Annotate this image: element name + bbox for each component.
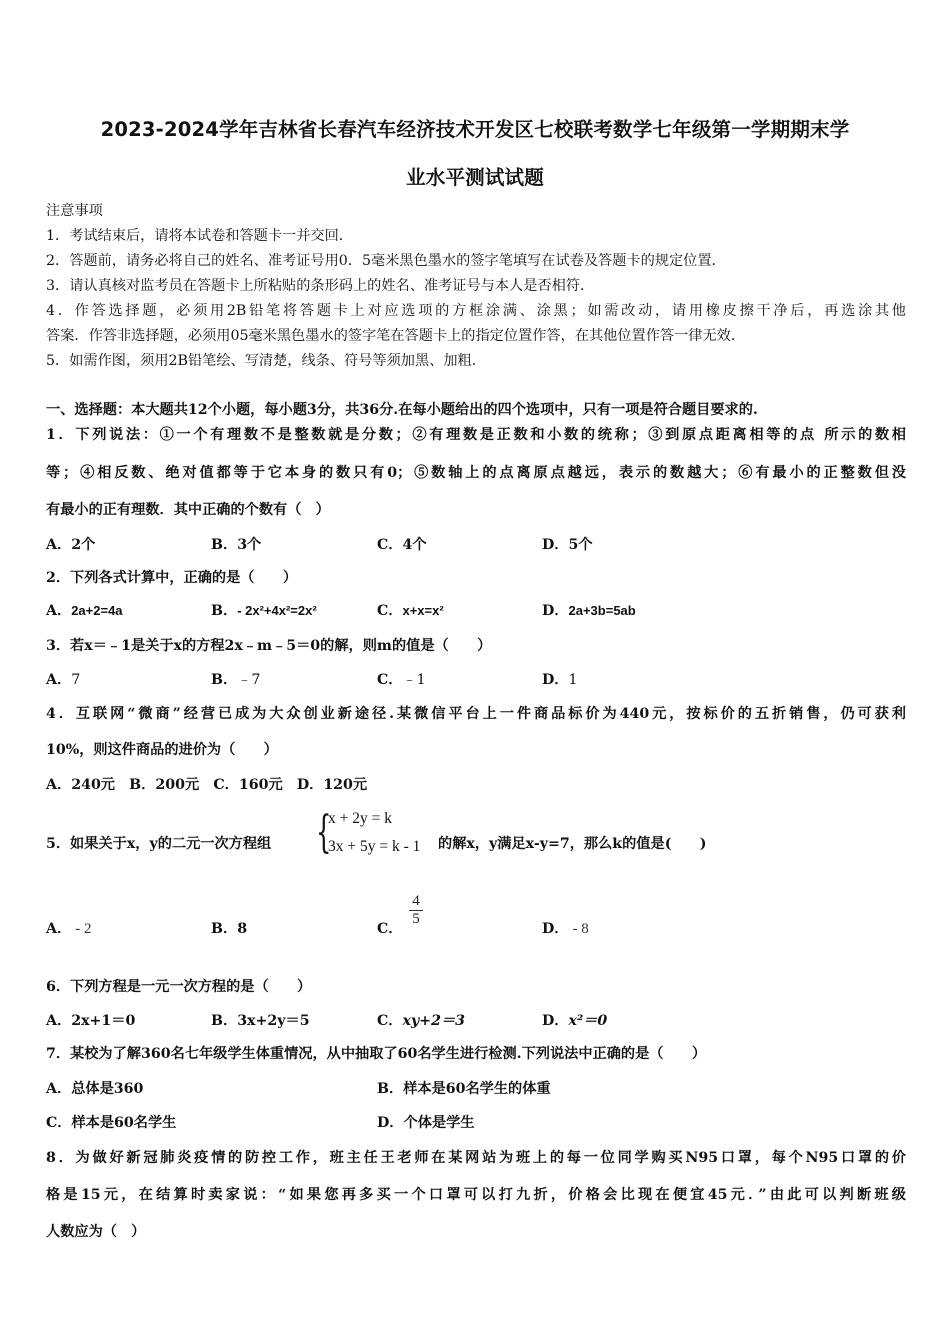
equation-1: x + 2y = k <box>328 810 392 827</box>
q5-option-d[interactable]: D． - 8 <box>542 921 589 937</box>
question-4-line: 10%，则这件商品的进价为（ ） <box>46 742 278 758</box>
section-heading: 一、选择题：本大题共12个小题，每小题3分，共36分.在每小题给出的四个选项中，只有一项是符合题目要求的. <box>46 402 758 418</box>
q2-option-a[interactable]: A．2a+2=4a <box>46 603 123 619</box>
notice-item: 4．作答选择题，必须用2B铅笔将答题卡上对应选项的方框涂满、涂黑；如需改动，请用橡皮擦干净后，再选涂其他 <box>46 303 906 319</box>
exam-title-line-1: 2023-2024学年吉林省长春汽车经济技术开发区七校联考数学七年级第一学期期末学 <box>100 118 850 141</box>
question-4-line: 4．互联网“微商”经营已成为大众创业新途径.某微信平台上一件商品标价为440元，按标价的五折销售，仍可获利 <box>46 706 906 722</box>
q7-option-a[interactable]: A．总体是360 <box>46 1081 144 1097</box>
q1-option-b[interactable]: B．3个 <box>211 537 262 553</box>
q1-option-c[interactable]: C．4个 <box>377 537 427 553</box>
q5-option-c[interactable]: C． <box>377 921 403 937</box>
fraction-four-fifths <box>409 894 423 927</box>
q7-option-b[interactable]: B．样本是60名学生的体重 <box>377 1081 551 1097</box>
q5-option-b[interactable]: B．8 <box>211 921 248 937</box>
q1-option-a[interactable]: A．2个 <box>46 537 96 553</box>
question-1-line: 有最小的正有理数．其中正确的个数有（ ） <box>46 502 330 518</box>
q2-option-c[interactable]: C．x+x=x² <box>377 603 444 619</box>
notice-item: 3．请认真核对监考员在答题卡上所粘贴的条形码上的姓名、准考证号与本人是否相符． <box>46 278 595 294</box>
q7-option-d[interactable]: D．个体是学生 <box>377 1115 475 1131</box>
fraction-denominator: 5 <box>412 911 420 927</box>
equation-system <box>316 808 440 864</box>
q6-option-a[interactable]: A．2x+1＝0 <box>46 1013 136 1029</box>
notice-item: 1．考试结束后，请将本试卷和答题卡一并交回． <box>46 228 353 244</box>
q3-option-c[interactable]: C．﹣1 <box>377 672 426 688</box>
exam-title-line-2: 业水平测试试题 <box>406 166 544 189</box>
q2-option-b[interactable]: B．- 2x²+4x²=2x² <box>211 603 317 619</box>
question-2-stem: 2．下列各式计算中，正确的是（ ） <box>46 570 298 586</box>
q3-option-b[interactable]: B．﹣7 <box>211 672 261 688</box>
question-8-line: 格是15元，在结算时卖家说：“如果您再多买一个口罩可以打九折，价格会比现在便宜45元．”由此可以判断班级 <box>46 1187 906 1203</box>
notice-item: 2．答题前，请务必将自己的姓名、准考证号用0．5毫米黑色墨水的签字笔填写在试卷及答题卡的规定位置． <box>46 253 726 269</box>
question-6-stem: 6．下列方程是一元一次方程的是（ ） <box>46 979 312 995</box>
question-5-stem-after: 的解x，y满足x-y=7，那么k的值是( ) <box>438 836 707 852</box>
q4-options[interactable]: A．240元 B．200元 C．160元 D．120元 <box>46 777 368 793</box>
q5-option-a[interactable]: A． - 2 <box>46 921 92 937</box>
left-brace-icon: { <box>316 807 332 858</box>
fraction-numerator: 4 <box>412 893 420 909</box>
question-8-line: 人数应为（ ） <box>46 1224 146 1240</box>
q3-option-d[interactable]: D．1 <box>542 672 578 688</box>
question-8-line: 8．为做好新冠肺炎疫情的防控工作，班主任王老师在某网站为班上的每一位同学购买N95口罩，每个N95口罩的价 <box>46 1150 906 1166</box>
q3-option-a[interactable]: A．7 <box>46 672 81 688</box>
q6-option-c[interactable]: C．xy+2＝3 <box>377 1013 466 1029</box>
notice-item: 答案．作答非选择题，必须用05毫米黑色墨水的签字笔在答题卡上的指定位置作答，在其他位置作答一律无效． <box>46 328 746 344</box>
question-7-stem: 7．某校为了解360名七年级学生体重情况，从中抽取了60名学生进行检测.下列说法中正确的是（ ） <box>46 1046 707 1062</box>
q1-option-d[interactable]: D．5个 <box>542 537 593 553</box>
equation-2: 3x + 5y = k - 1 <box>328 838 421 855</box>
notice-item: 5．如需作图，须用2B铅笔绘、写清楚，线条、符号等须加黑、加粗． <box>46 353 486 369</box>
question-1-line: 等；④相反数、绝对值都等于它本身的数只有0；⑤数轴上的点离原点越远，表示的数越大；⑥有最小的正整数但没 <box>46 465 906 481</box>
q6-option-b[interactable]: B．3x+2y＝5 <box>211 1013 310 1029</box>
question-1-line: 1．下列说法：①一个有理数不是整数就是分数；②有理数是正数和小数的统称；③到原点距离相等的点 所示的数相 <box>46 427 906 443</box>
q2-option-d[interactable]: D．2a+3b=5ab <box>542 603 636 619</box>
q7-option-c[interactable]: C．样本是60名学生 <box>46 1115 177 1131</box>
question-5-stem-before: 5．如果关于x，y的二元一次方程组 <box>46 836 272 852</box>
q6-option-d[interactable]: D．x²＝0 <box>542 1013 608 1029</box>
notice-heading: 注意事项 <box>46 203 103 219</box>
question-3-stem: 3．若x＝﹣1是关于x的方程2x﹣m﹣5＝0的解，则m的值是（ ） <box>46 638 492 654</box>
